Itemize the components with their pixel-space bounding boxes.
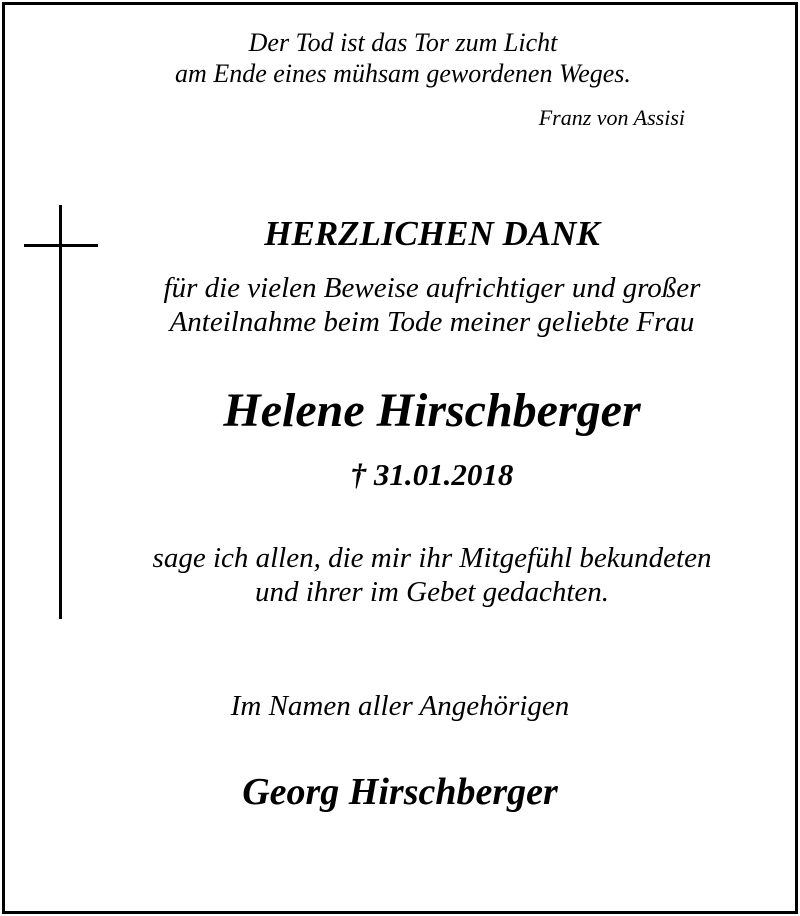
deceased-name: Helene Hirschberger (223, 384, 641, 437)
signature-line: Im Namen aller Angehörigen (230, 690, 570, 722)
signer-name: Georg Hirschberger (242, 771, 558, 813)
intro-line-2: Anteilnahme beim Tode meiner geliebte Frau (169, 306, 695, 338)
motto-line-2: am Ende eines mühsam gewordenen Weges. (175, 59, 631, 88)
obituary-card (2, 2, 798, 914)
motto-author: Franz von Assisi (538, 105, 685, 130)
notice-heading: HERZLICHEN DANK (264, 214, 600, 253)
thanks-line-1: sage ich allen, die mir ihr Mitgefühl bekundeten (152, 542, 712, 574)
motto-line-1: Der Tod ist das Tor zum Licht (248, 28, 558, 57)
intro-line-1: für die vielen Beweise aufrichtiger und großer (163, 272, 701, 304)
death-date: † 31.01.2018 (350, 457, 514, 492)
thanks-line-2: und ihrer im Gebet gedachten. (254, 576, 610, 608)
